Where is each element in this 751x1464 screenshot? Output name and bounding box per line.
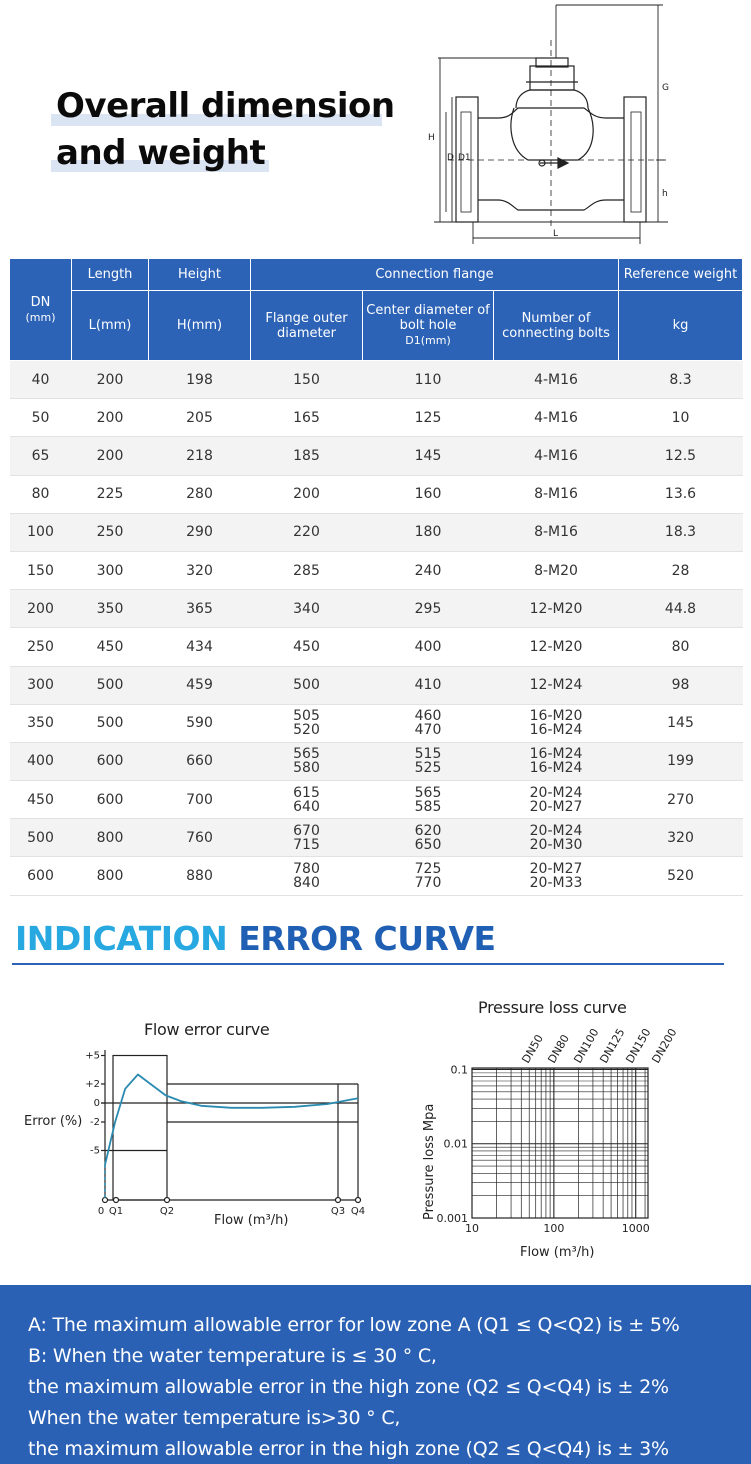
cell-length: 200 bbox=[72, 399, 149, 437]
pressure-x-tick-label: 100 bbox=[543, 1222, 565, 1235]
flow-x-label: Flow (m³/h) bbox=[214, 1213, 289, 1228]
flow-y-tick-label: +5 bbox=[85, 1050, 100, 1062]
pressure-series-label: DN50 bbox=[519, 1032, 546, 1066]
table-row bbox=[10, 857, 743, 895]
cell-length: 800 bbox=[72, 819, 149, 857]
cell-bolts: 20-M24 20-M30 bbox=[494, 819, 619, 857]
cell-length: 500 bbox=[72, 666, 149, 704]
cell-bolts: 4-M16 bbox=[494, 361, 619, 399]
cell-flange-outer: 670 715 bbox=[251, 819, 363, 857]
cell-flange-outer: 285 bbox=[251, 551, 363, 589]
cell-dn: 80 bbox=[10, 475, 72, 513]
cell-length: 225 bbox=[72, 475, 149, 513]
cell-bolts: 12-M20 bbox=[494, 590, 619, 628]
flow-y-tick-label: -5 bbox=[90, 1145, 100, 1157]
flow-x-tick-label: Q3 bbox=[330, 1206, 346, 1217]
flow-error-series bbox=[105, 1075, 358, 1165]
cell-length: 200 bbox=[72, 437, 149, 475]
cell-length: 450 bbox=[72, 628, 149, 666]
cell-center-diameter: 180 bbox=[363, 513, 494, 551]
header-height: Height bbox=[149, 259, 251, 291]
cell-weight: 270 bbox=[619, 781, 743, 819]
pressure-x-tick-label: 10 bbox=[465, 1222, 479, 1235]
cell-length: 200 bbox=[72, 361, 149, 399]
note-line-4: When the water temperature is>30 ° C, bbox=[28, 1407, 401, 1429]
pressure-x-label: Flow (m³/h) bbox=[520, 1245, 595, 1260]
cell-dn: 65 bbox=[10, 437, 72, 475]
cell-height: 198 bbox=[149, 361, 251, 399]
cell-flange-outer: 565 580 bbox=[251, 742, 363, 780]
table-row bbox=[10, 704, 743, 742]
cell-weight: 12.5 bbox=[619, 437, 743, 475]
pressure-series-label: DN80 bbox=[545, 1032, 572, 1066]
cell-dn: 450 bbox=[10, 781, 72, 819]
cell-flange-outer: 200 bbox=[251, 475, 363, 513]
cell-weight: 13.6 bbox=[619, 475, 743, 513]
flow-x-tick-label: Q2 bbox=[159, 1206, 175, 1217]
dimension-title-line1: Overall dimension bbox=[56, 86, 395, 126]
cell-center-diameter: 460 470 bbox=[363, 704, 494, 742]
cell-flange-outer: 615 640 bbox=[251, 781, 363, 819]
pressure-series-label: DN125 bbox=[597, 1026, 628, 1066]
header-height-unit: H(mm) bbox=[149, 291, 251, 361]
cell-flange-outer: 220 bbox=[251, 513, 363, 551]
header-connection-flange: Connection flange bbox=[251, 259, 619, 291]
flow-y-tick-label: 0 bbox=[93, 1098, 100, 1109]
header-flange-outer-diameter: Flange outer diameter bbox=[251, 291, 363, 361]
header-weight-unit: kg bbox=[619, 291, 743, 361]
pressure-loss-chart bbox=[410, 1020, 680, 1265]
pressure-series-label: DN200 bbox=[649, 1026, 680, 1066]
cell-flange-outer: 780 840 bbox=[251, 857, 363, 895]
drawing-label-h: H bbox=[428, 133, 435, 143]
table-row bbox=[10, 475, 743, 513]
flow-x-marker bbox=[165, 1198, 170, 1203]
table-row bbox=[10, 551, 743, 589]
cell-bolts: 12-M24 bbox=[494, 666, 619, 704]
cell-weight: 10 bbox=[619, 399, 743, 437]
cell-length: 600 bbox=[72, 781, 149, 819]
cell-dn: 150 bbox=[10, 551, 72, 589]
pressure-y-label: Pressure loss Mpa bbox=[422, 1103, 437, 1220]
table-row bbox=[10, 437, 743, 475]
cell-height: 459 bbox=[149, 666, 251, 704]
flow-x-tick-label: Q1 bbox=[108, 1206, 124, 1217]
cell-dn: 40 bbox=[10, 361, 72, 399]
cell-weight: 18.3 bbox=[619, 513, 743, 551]
note-line-3: the maximum allowable error in the high zone (Q2 ≤ Q<Q4) is ± 2% bbox=[28, 1376, 669, 1398]
error-curve-title: INDICATION ERROR CURVE bbox=[15, 919, 496, 958]
cell-bolts: 8-M20 bbox=[494, 551, 619, 589]
flow-y-tick-label: -2 bbox=[90, 1117, 100, 1128]
cell-weight: 80 bbox=[619, 628, 743, 666]
cell-height: 280 bbox=[149, 475, 251, 513]
cell-bolts: 16-M20 16-M24 bbox=[494, 704, 619, 742]
cell-height: 434 bbox=[149, 628, 251, 666]
cell-weight: 520 bbox=[619, 857, 743, 895]
cell-weight: 145 bbox=[619, 704, 743, 742]
cell-height: 218 bbox=[149, 437, 251, 475]
cell-flange-outer: 150 bbox=[251, 361, 363, 399]
error-notes-panel bbox=[0, 1285, 751, 1464]
dimension-weight-table bbox=[9, 258, 743, 896]
header-length: Length bbox=[72, 259, 149, 291]
cell-center-diameter: 160 bbox=[363, 475, 494, 513]
cell-flange-outer: 165 bbox=[251, 399, 363, 437]
water-meter-dimension-drawing bbox=[418, 0, 698, 250]
flow-x-marker bbox=[356, 1198, 361, 1203]
cell-bolts: 16-M24 16-M24 bbox=[494, 742, 619, 780]
flow-x-marker bbox=[336, 1198, 341, 1203]
cell-flange-outer: 500 bbox=[251, 666, 363, 704]
cell-center-diameter: 620 650 bbox=[363, 819, 494, 857]
cell-bolts: 4-M16 bbox=[494, 437, 619, 475]
header-length-unit: L(mm) bbox=[72, 291, 149, 361]
header-dn: DN (mm) bbox=[10, 259, 72, 361]
cell-center-diameter: 725 770 bbox=[363, 857, 494, 895]
cell-bolts: 20-M24 20-M27 bbox=[494, 781, 619, 819]
cell-height: 205 bbox=[149, 399, 251, 437]
cell-weight: 98 bbox=[619, 666, 743, 704]
cell-bolts: 4-M16 bbox=[494, 399, 619, 437]
cell-weight: 28 bbox=[619, 551, 743, 589]
cell-height: 880 bbox=[149, 857, 251, 895]
table-row bbox=[10, 781, 743, 819]
cell-center-diameter: 515 525 bbox=[363, 742, 494, 780]
cell-flange-outer: 340 bbox=[251, 590, 363, 628]
cell-center-diameter: 110 bbox=[363, 361, 494, 399]
cell-height: 590 bbox=[149, 704, 251, 742]
note-line-5: the maximum allowable error in the high zone (Q2 ≤ Q<Q4) is ± 3% bbox=[28, 1438, 669, 1460]
cell-bolts: 8-M16 bbox=[494, 475, 619, 513]
cell-dn: 600 bbox=[10, 857, 72, 895]
header-number-of-bolts: Number of connecting bolts bbox=[494, 291, 619, 361]
cell-center-diameter: 295 bbox=[363, 590, 494, 628]
flow-x-marker bbox=[114, 1198, 119, 1203]
pressure-y-tick-label: 0.01 bbox=[443, 1137, 468, 1151]
cell-height: 365 bbox=[149, 590, 251, 628]
cell-length: 500 bbox=[72, 704, 149, 742]
table-row bbox=[10, 513, 743, 551]
cell-dn: 100 bbox=[10, 513, 72, 551]
dimension-title-line2: and weight bbox=[56, 133, 266, 173]
table-row bbox=[10, 361, 743, 399]
cell-height: 320 bbox=[149, 551, 251, 589]
cell-bolts: 12-M20 bbox=[494, 628, 619, 666]
flow-y-label: Error (%) bbox=[24, 1114, 83, 1129]
header-center-diameter: Center diameter of bolt hole D1(mm) bbox=[363, 291, 494, 361]
cell-height: 290 bbox=[149, 513, 251, 551]
drawing-label-l: L bbox=[553, 229, 559, 239]
cell-dn: 250 bbox=[10, 628, 72, 666]
flow-x-tick-label: Q4 bbox=[350, 1206, 366, 1217]
cell-bolts: 8-M16 bbox=[494, 513, 619, 551]
cell-dn: 300 bbox=[10, 666, 72, 704]
cell-dn: 350 bbox=[10, 704, 72, 742]
cell-length: 250 bbox=[72, 513, 149, 551]
table-row bbox=[10, 399, 743, 437]
note-line-1: A: The maximum allowable error for low zone A (Q1 ≤ Q<Q2) is ± 5% bbox=[28, 1314, 680, 1336]
cell-length: 600 bbox=[72, 742, 149, 780]
cell-flange-outer: 185 bbox=[251, 437, 363, 475]
cell-weight: 320 bbox=[619, 819, 743, 857]
cell-flange-outer: 450 bbox=[251, 628, 363, 666]
cell-center-diameter: 410 bbox=[363, 666, 494, 704]
pressure-y-tick-label: 0.001 bbox=[436, 1212, 468, 1225]
cell-length: 300 bbox=[72, 551, 149, 589]
pressure-x-tick-label: 1000 bbox=[621, 1222, 650, 1235]
cell-weight: 8.3 bbox=[619, 361, 743, 399]
cell-height: 660 bbox=[149, 742, 251, 780]
cell-height: 700 bbox=[149, 781, 251, 819]
cell-center-diameter: 400 bbox=[363, 628, 494, 666]
pressure-loss-curve-title: Pressure loss curve bbox=[478, 998, 627, 1017]
flow-y-tick-label: +2 bbox=[85, 1079, 100, 1090]
error-curve-divider bbox=[12, 963, 724, 965]
table-row bbox=[10, 819, 743, 857]
cell-bolts: 20-M27 20-M33 bbox=[494, 857, 619, 895]
cell-length: 800 bbox=[72, 857, 149, 895]
drawing-label-d1: D1 bbox=[458, 153, 471, 163]
cell-flange-outer: 505 520 bbox=[251, 704, 363, 742]
cell-center-diameter: 565 585 bbox=[363, 781, 494, 819]
table-row bbox=[10, 628, 743, 666]
drawing-label-small-h: h bbox=[662, 189, 668, 199]
table-row bbox=[10, 666, 743, 704]
cell-dn: 200 bbox=[10, 590, 72, 628]
cell-weight: 44.8 bbox=[619, 590, 743, 628]
cell-center-diameter: 125 bbox=[363, 399, 494, 437]
header-reference-weight: Reference weight bbox=[619, 259, 743, 291]
pressure-y-tick-label: 0.1 bbox=[450, 1063, 468, 1077]
cell-center-diameter: 145 bbox=[363, 437, 494, 475]
note-line-2: B: When the water temperature is ≤ 30 ° C, bbox=[28, 1345, 437, 1367]
cell-length: 350 bbox=[72, 590, 149, 628]
drawing-label-g: G bbox=[662, 83, 669, 93]
drawing-label-d: D bbox=[447, 153, 454, 163]
cell-weight: 199 bbox=[619, 742, 743, 780]
flow-error-curve-title: Flow error curve bbox=[144, 1020, 270, 1039]
cell-center-diameter: 240 bbox=[363, 551, 494, 589]
flow-x-tick-label: 0 bbox=[97, 1206, 105, 1217]
cell-height: 760 bbox=[149, 819, 251, 857]
cell-dn: 50 bbox=[10, 399, 72, 437]
cell-dn: 400 bbox=[10, 742, 72, 780]
table-row bbox=[10, 742, 743, 780]
flow-error-chart bbox=[0, 1040, 380, 1240]
pressure-series-label: DN100 bbox=[571, 1026, 602, 1066]
pressure-series-label: DN150 bbox=[623, 1026, 654, 1066]
cell-dn: 500 bbox=[10, 819, 72, 857]
table-row bbox=[10, 590, 743, 628]
